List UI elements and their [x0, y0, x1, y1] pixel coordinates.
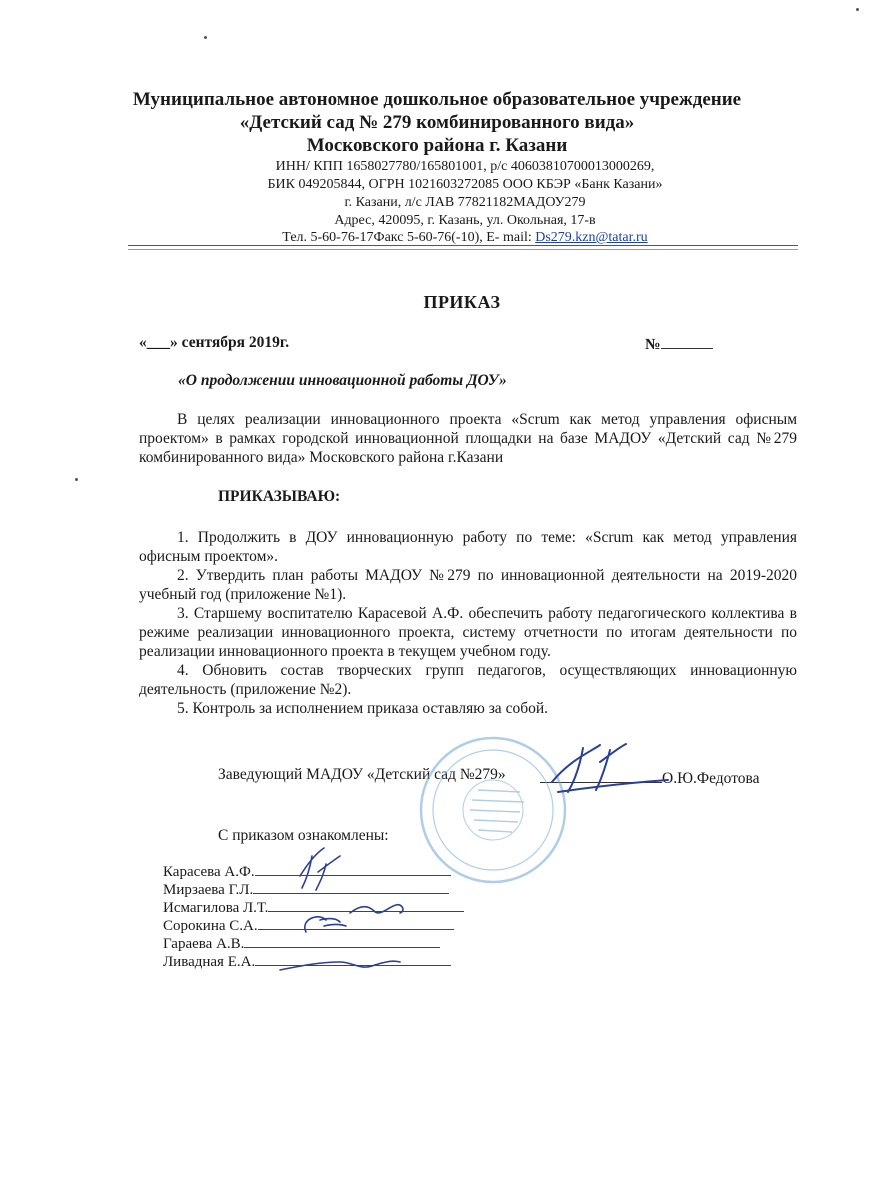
- order-subject: «О продолжении инновационной работы ДОУ»: [178, 372, 507, 389]
- acquainted-heading: С приказом ознакомлены:: [218, 827, 389, 844]
- order-item-1: 1. Продолжить в ДОУ инновационную работу по теме: «Scrum как метод управления офисным проектом».: [139, 529, 797, 565]
- director-position: Заведующий МАДОУ «Детский сад №279»: [218, 766, 506, 783]
- stamp-inner-ring: [433, 750, 553, 870]
- org-phones: Тел. 5-60-76-17Факс 5-60-76(-10), Е- mail:: [282, 230, 536, 245]
- director-name: О.Ю.Федотова: [662, 770, 760, 787]
- org-inn-kpp: ИНН/ КПП 1658027780/165801001, р/с 40603810700013000269,: [275, 159, 655, 174]
- org-name-line1: Муниципальное автономное дошкольное образовательное учреждение: [132, 89, 742, 110]
- org-bik-ogrn: БИК 049205844, ОГРН 1021603272085 ООО КБЭР «Банк Казани»: [267, 177, 663, 192]
- stamp-lettering: [470, 790, 524, 832]
- official-stamp: [421, 738, 565, 882]
- director-signature: [552, 744, 668, 792]
- decree-word: ПРИКАЗЫВАЮ:: [218, 488, 341, 505]
- order-number-label: №: [645, 336, 661, 353]
- order-item-5: 5. Контроль за исполнением приказа оставляю за собой.: [177, 700, 549, 717]
- org-district: Московского района г. Казани: [306, 135, 568, 156]
- order-title: ПРИКАЗ: [423, 292, 501, 312]
- stamp-outer-ring: [421, 738, 565, 882]
- acquainted-name: Ливадная Е.А.: [163, 954, 256, 970]
- order-item-2: 2. Утвердить план работы МАДОУ №279 по инновационной деятельности на 2019-2020 учебный год (приложение №1).: [139, 567, 797, 603]
- org-address: Адрес, 420095, г. Казань, ул. Окольная, 17-в: [334, 213, 596, 228]
- acquainted-name: Исмагилова Л.Т.: [163, 900, 269, 916]
- acquainted-name: Сорокина С.А.: [163, 918, 258, 934]
- order-item-3: 3. Старшему воспитателю Карасевой А.Ф. обеспечить работу педагогического коллектива в режиме реализации инновационного проекта, систему отчетности по итогам деятельности по реализации инновационного проекта в текущем учебном году.: [139, 605, 797, 660]
- acquaintance-signatures: [280, 848, 403, 970]
- order-date: «___» сентября 2019г.: [139, 334, 290, 351]
- acquainted-name: Карасева А.Ф.: [163, 864, 255, 880]
- acquainted-name: Гараева А.В.: [163, 936, 245, 952]
- email-link[interactable]: Ds279.kzn@tatar.ru: [535, 230, 648, 245]
- preamble-text: В целях реализации инновационного проекта «Scrum как метод управления офисным проектом» в рамках городской инновационной площадки на базе МАДОУ «Детский сад №279 комбинированного вида» Московского района г.Казани: [139, 411, 797, 466]
- org-name-line2: «Детский сад № 279 комбинированного вида»: [239, 112, 635, 133]
- org-account: г. Казани, л/с ЛАВ 77821182МАДОУ279: [344, 195, 586, 210]
- order-item-4: 4. Обновить состав творческих групп педагогов, осуществляющих инновационную деятельность (приложение №2).: [139, 662, 797, 698]
- acquainted-name: Мирзаева Г.Л.: [163, 882, 254, 898]
